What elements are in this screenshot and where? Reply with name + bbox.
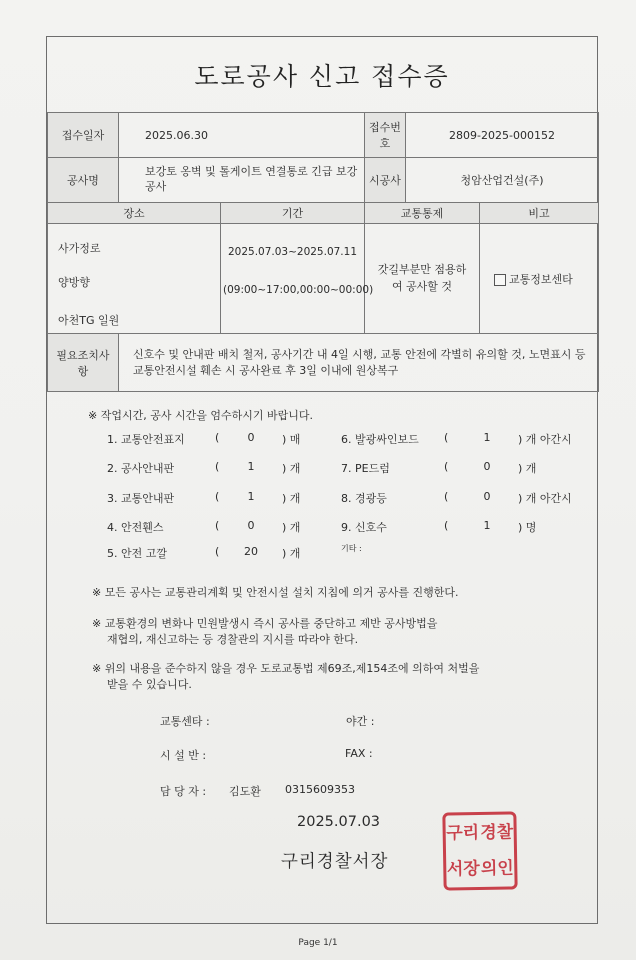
contractor-label: 시공사 <box>365 158 406 203</box>
item-value: 0 <box>483 460 491 473</box>
item-paren: ( <box>215 519 220 532</box>
item-value: 0 <box>247 431 255 444</box>
item-value: 1 <box>483 519 491 532</box>
traffic-control-value: 갓길부분만 점용하여 공사할 것 <box>365 224 480 334</box>
item-unit: ) 개 <box>518 462 537 475</box>
period-dates: 2025.07.03~2025.07.11 <box>227 246 358 258</box>
place-line-3: 아천TG 일원 <box>58 314 120 327</box>
seal-text-3: 서장 <box>446 858 480 880</box>
item-label: 6. 발광싸인보드 <box>341 433 419 446</box>
etc-label: 기타 : <box>341 544 362 553</box>
manager-name: 김도환 <box>229 785 261 798</box>
item-paren: ( <box>444 490 449 503</box>
work-name-value: 보강토 옹벽 및 톨게이트 연결통로 긴급 보강공사 <box>119 158 365 203</box>
issuer-name: 구리경찰서장 <box>281 852 389 872</box>
item-unit: ) 개 <box>282 547 301 560</box>
item-paren: ( <box>215 490 220 503</box>
required-label: 필요조치사항 <box>48 334 119 392</box>
receipt-date-value: 2025.06.30 <box>119 113 365 158</box>
item-label: 2. 공사안내판 <box>107 462 175 475</box>
official-seal <box>442 811 517 890</box>
item-unit: ) 개 <box>282 492 301 505</box>
item-paren: ( <box>444 519 449 532</box>
item-value: 1 <box>483 431 491 444</box>
item-unit: ) 개 <box>282 462 301 475</box>
item-label: 1. 교통안전표지 <box>107 433 185 446</box>
item-paren: ( <box>215 545 220 558</box>
item-label: 5. 안전 고깔 <box>107 547 167 560</box>
col-remark: 비고 <box>480 203 599 224</box>
traffic-center-label: 교통센타 : <box>160 715 210 728</box>
receipt-no-value: 2809-2025-000152 <box>406 113 599 158</box>
place-line-1: 사가정로 <box>58 242 101 255</box>
note-2b: 재협의, 재신고하는 등 경찰관의 지시를 따라야 한다. <box>107 633 359 646</box>
note-3b: 받을 수 있습니다. <box>107 678 192 691</box>
issue-date: 2025.07.03 <box>297 814 381 830</box>
note-1: ※ 모든 공사는 교통관리계획 및 안전시설 설치 지침에 의거 공사를 진행한다. <box>92 586 459 599</box>
receipt-no-label: 접수번호 <box>365 113 406 158</box>
col-period: 기간 <box>221 203 365 224</box>
item-value: 1 <box>247 460 255 473</box>
info-table <box>47 112 599 392</box>
period-cell <box>221 224 374 334</box>
contractor-value: 청암산업건설(주) <box>406 158 599 203</box>
facility-label: 시 설 반 : <box>160 749 207 762</box>
item-unit: ) 개 아간시 <box>518 433 572 446</box>
notice-time: ※ 작업시간, 공사 시간을 엄수하시기 바랍니다. <box>88 409 313 422</box>
note-3a: ※ 위의 내용을 준수하지 않을 경우 도로교통법 제69조,제154조에 의하여 처벌을 <box>92 662 480 675</box>
document-title: 도로공사 신고 접수증 <box>194 61 450 91</box>
col-place: 장소 <box>48 203 221 224</box>
manager-phone: 0315609353 <box>285 783 355 796</box>
remark-checkbox-label: 교통정보센타 <box>509 272 573 286</box>
item-unit: ) 매 <box>282 433 301 446</box>
item-value: 0 <box>483 490 491 503</box>
seal-text-2: 경찰 <box>480 821 514 843</box>
remark-cell <box>480 224 599 334</box>
item-value: 20 <box>244 545 258 558</box>
page-footer: Page 1/1 <box>298 938 338 948</box>
required-text: 신호수 및 안내판 배치 철저, 공사기간 내 4일 시행, 교통 안전에 각별히 유의할 것, 노면표시 등 교통안전시설 훼손 시 공사완료 후 3일 이내에 원상복구 <box>119 334 599 392</box>
item-label: 7. PE드럼 <box>341 462 390 475</box>
item-paren: ( <box>444 431 449 444</box>
item-paren: ( <box>215 431 220 444</box>
item-paren: ( <box>215 460 220 473</box>
fax-label: FAX : <box>345 747 373 760</box>
item-paren: ( <box>444 460 449 473</box>
item-unit: ) 개 아간시 <box>518 492 572 505</box>
place-cell <box>48 224 221 334</box>
place-line-2: 양방향 <box>58 276 90 289</box>
work-name-label: 공사명 <box>48 158 119 203</box>
note-2a: ※ 교통환경의 변화나 민원발생시 즉시 공사를 중단하고 제반 공사방법을 <box>92 617 438 630</box>
col-traffic: 교통통제 <box>365 203 480 224</box>
night-label: 야간 : <box>346 715 375 728</box>
item-unit: ) 명 <box>518 521 537 534</box>
traffic-info-center-checkbox[interactable] <box>494 274 506 286</box>
item-label: 9. 신호수 <box>341 521 387 534</box>
seal-text-1: 구리 <box>446 822 480 844</box>
item-label: 4. 안전휀스 <box>107 521 164 534</box>
item-label: 3. 교통안내판 <box>107 492 175 505</box>
item-value: 0 <box>247 519 255 532</box>
item-unit: ) 개 <box>282 521 301 534</box>
seal-text-4: 의인 <box>480 857 514 879</box>
period-times: (09:00~17:00,00:00~00:00) <box>223 284 374 296</box>
item-value: 1 <box>247 490 255 503</box>
manager-label: 담 당 자 : <box>160 785 207 798</box>
item-label: 8. 경광등 <box>341 492 387 505</box>
receipt-date-label: 접수일자 <box>48 113 119 158</box>
